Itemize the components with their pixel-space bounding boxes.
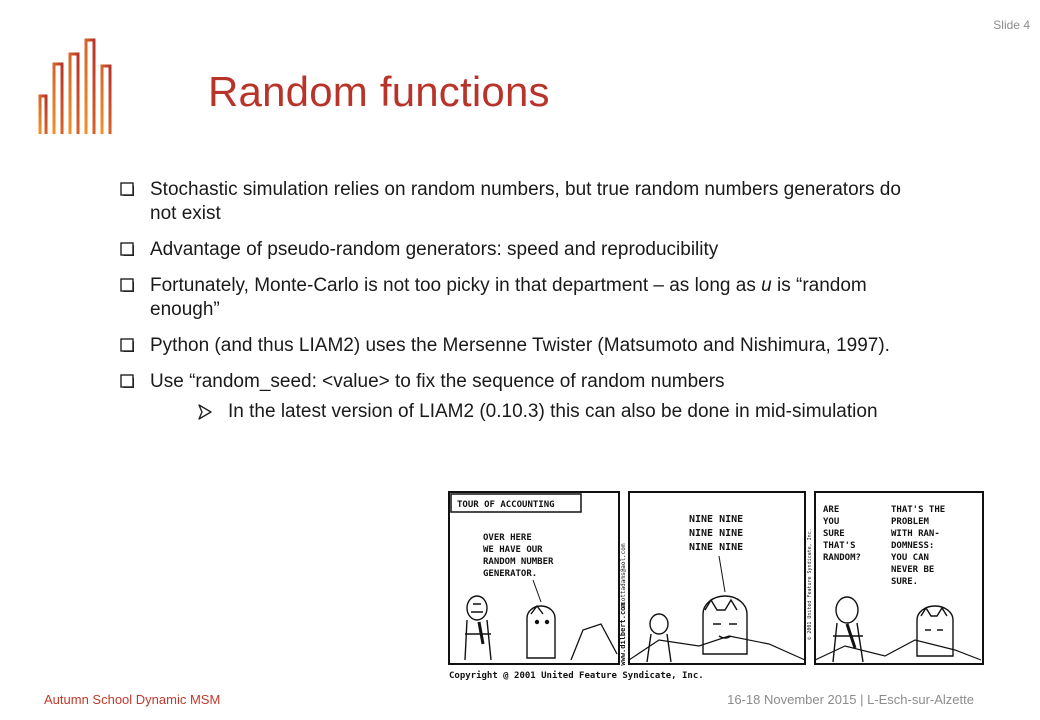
comic-line: YOU CAN (891, 553, 929, 563)
comic-line: THAT'S THE (891, 505, 946, 515)
comic-side-text-2: www.dilbert.com (619, 602, 627, 666)
comic-line: SURE. (891, 577, 919, 587)
bullet-text: Advantage of pseudo-random generators: speed and reproducibility (150, 239, 719, 260)
sub-bullet-list (150, 400, 908, 424)
bullet-item (118, 238, 908, 262)
sub-bullet-item (182, 400, 908, 424)
comic-line: RANDOM? (823, 553, 861, 563)
logo-icon (36, 36, 116, 136)
checkbox-bullet-icon (120, 374, 134, 388)
bullet-text: Use “random_seed: <value> to fix the sequence of random numbers (150, 371, 725, 392)
comic-balloon-2 (689, 514, 749, 553)
bullet-text-before: Fortunately, Monte-Carlo is not too picky in that department – as long as (150, 275, 762, 296)
bullet-item (118, 334, 908, 358)
sub-bullet-text: In the latest version of LIAM2 (0.10.3) this can also be done in mid-simulation (228, 401, 878, 422)
comic-line: ARE (823, 505, 840, 515)
comic-line: GENERATOR. (483, 569, 538, 579)
comic-line: NINE NINE (689, 542, 744, 553)
checkbox-bullet-icon (120, 278, 134, 292)
comic-line: OVER HERE (483, 533, 532, 543)
comic-strip (443, 484, 989, 684)
bullet-item (118, 178, 908, 226)
slide-number: Slide 4 (993, 18, 1030, 32)
comic-line: SURE (823, 529, 845, 539)
comic-line: DOMNESS: (891, 541, 935, 551)
comic-sign-text: TOUR OF ACCOUNTING (457, 500, 555, 510)
comic-line: NINE NINE (689, 528, 744, 539)
comic-side-text-3: © 2001 United Feature Syndicate, Inc. (807, 528, 813, 640)
page-title: Random functions (208, 68, 550, 115)
bullet-item (118, 274, 908, 322)
comic-line: NINE NINE (689, 514, 744, 525)
comic-side-text-1: scottadams@aol.com (620, 543, 627, 609)
comic-line: THAT'S (823, 541, 856, 551)
comic-line: PROBLEM (891, 517, 929, 527)
comic-line: YOU (823, 517, 840, 527)
checkbox-bullet-icon (120, 338, 134, 352)
arrow-bullet-icon (198, 404, 212, 420)
comic-line: NEVER BE (891, 565, 935, 575)
comic-copyright: Copyright @ 2001 United Feature Syndicate, Inc. (449, 671, 704, 681)
checkbox-bullet-icon (120, 242, 134, 256)
bullet-text-after: is “random enough” (150, 275, 867, 320)
bullet-text-italic: u (761, 275, 772, 296)
bullet-text: Python (and thus LIAM2) uses the Mersenne Twister (Matsumoto and Nishimura, 1997). (150, 335, 890, 356)
bullet-list (118, 178, 908, 436)
comic-line: RANDOM NUMBER (483, 557, 554, 567)
checkbox-bullet-icon (120, 182, 134, 196)
footer-event: Autumn School Dynamic MSM (44, 692, 221, 707)
comic-line: WITH RAN- (891, 529, 940, 539)
comic-line: WE HAVE OUR (483, 545, 543, 555)
bullet-item (118, 370, 908, 424)
bullet-text: Stochastic simulation relies on random numbers, but true random numbers generators do not exist (150, 179, 901, 224)
footer-date-location: 16-18 November 2015 | L-Esch-sur-Alzette (727, 692, 974, 707)
